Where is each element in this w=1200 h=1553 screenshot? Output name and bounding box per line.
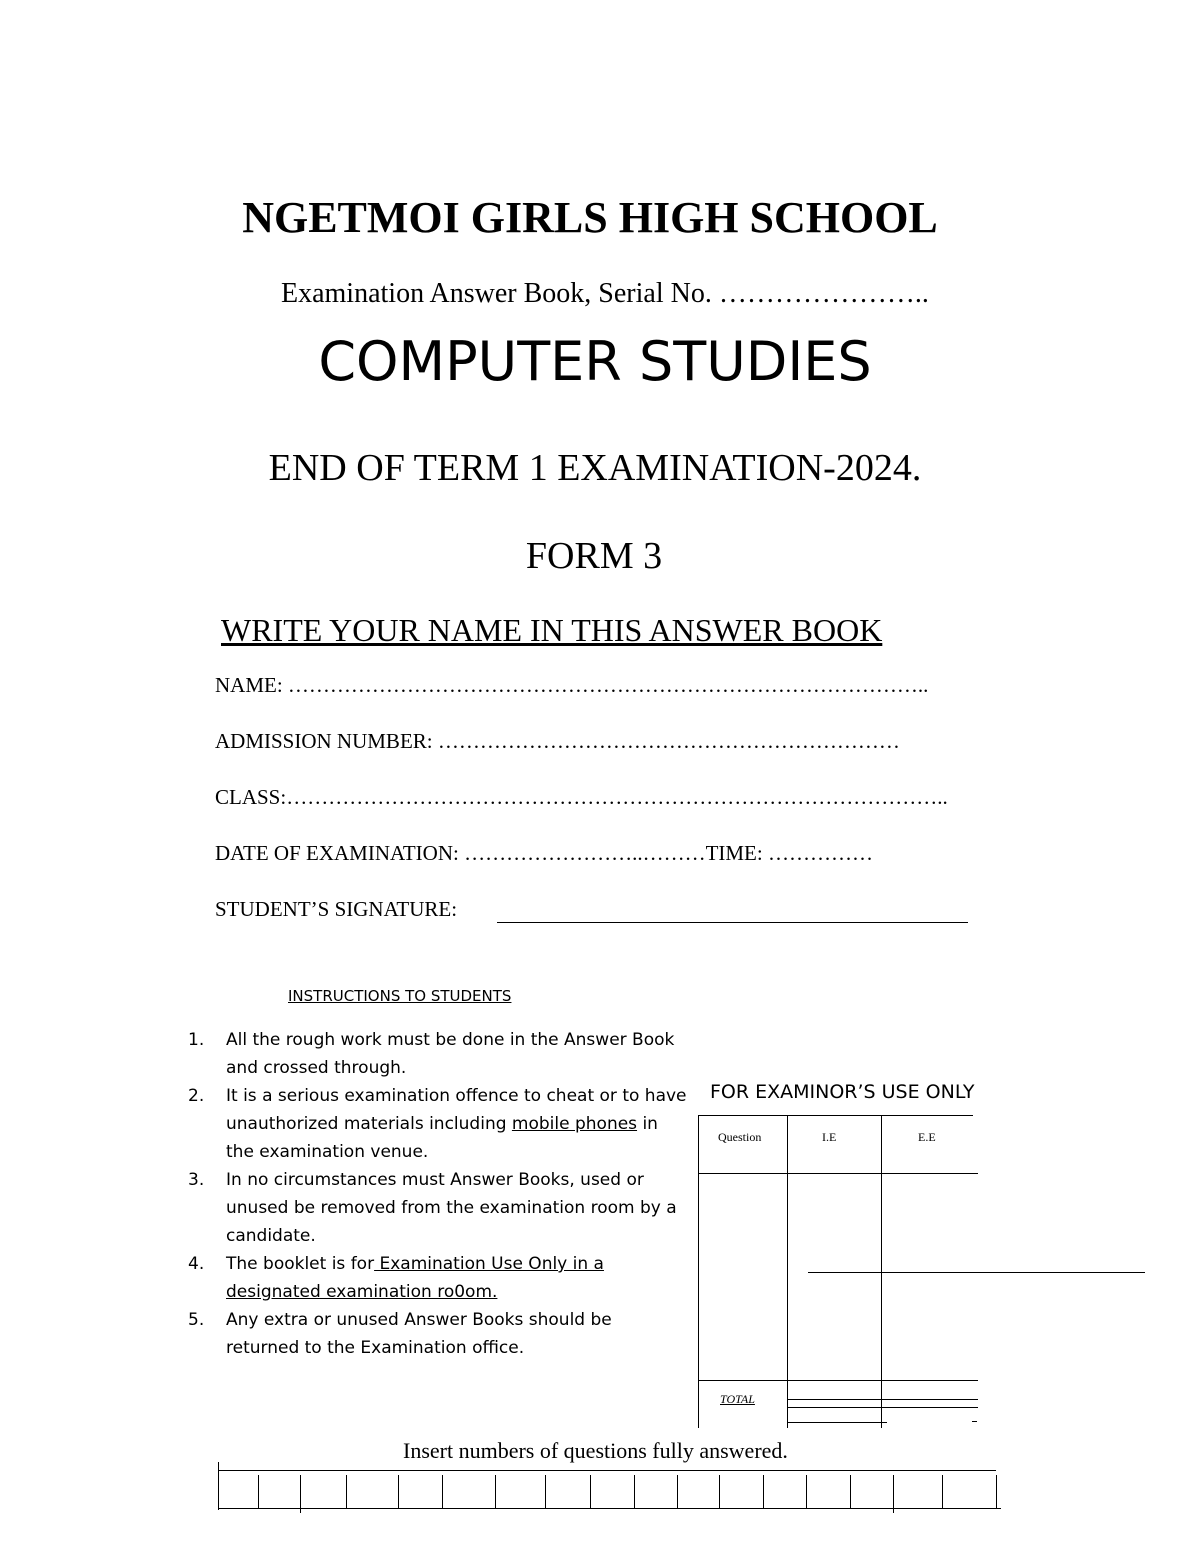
instruction-number: 3. <box>188 1170 205 1190</box>
table-rule <box>787 1422 887 1423</box>
instruction-text: in the examination venue. <box>226 1114 658 1162</box>
grid-rule <box>942 1475 943 1508</box>
grid-rule <box>545 1475 546 1508</box>
grid-rule <box>850 1475 851 1508</box>
table-rule <box>972 1421 977 1422</box>
instruction-number: 5. <box>188 1310 205 1330</box>
column-header-ee: E.E <box>918 1130 936 1144</box>
total-label: TOTAL <box>720 1392 755 1406</box>
instruction-text: All the rough work must be done in the Answer Book and crossed through. <box>226 1030 675 1078</box>
instruction-item <box>188 1250 688 1306</box>
exam-title: END OF TERM 1 EXAMINATION-2024. <box>268 447 922 489</box>
subject-title: COMPUTER STUDIES <box>318 330 872 393</box>
instruction-underlined-text: mobile phones <box>511 1114 638 1134</box>
instruction-text: It is a serious examination offence to cheat or to have unauthorized materials including <box>226 1086 687 1134</box>
table-rule <box>787 1399 978 1400</box>
instruction-item <box>188 1306 688 1362</box>
table-rule <box>698 1115 973 1116</box>
grid-rule <box>996 1475 997 1508</box>
admission-number-field[interactable]: ADMISSION NUMBER: ………………………………………………………… <box>215 729 900 753</box>
table-rule <box>698 1173 978 1174</box>
instruction-text: The booklet is for <box>226 1254 375 1274</box>
date-time-field[interactable]: DATE OF EXAMINATION: ……………………..………TIME: …………… <box>215 841 873 865</box>
instruction-number: 1. <box>188 1030 205 1050</box>
form-level: FORM 3 <box>525 535 663 577</box>
write-name-heading: WRITE YOUR NAME IN THIS ANSWER BOOK <box>221 612 883 648</box>
examiner-use-title: FOR EXAMINOR’S USE ONLY <box>710 1081 975 1103</box>
grid-rule <box>398 1475 399 1508</box>
instruction-item <box>188 1166 688 1250</box>
column-header-question: Question <box>718 1130 762 1144</box>
signature-line[interactable] <box>497 922 968 923</box>
grid-rule <box>893 1475 894 1513</box>
grid-rule <box>590 1475 591 1508</box>
table-rule <box>698 1380 978 1381</box>
school-name: NGETMOI GIRLS HIGH SCHOOL <box>242 193 938 242</box>
grid-rule <box>218 1470 996 1471</box>
table-rule <box>787 1115 788 1428</box>
grid-rule <box>495 1475 496 1508</box>
signature-label: STUDENT’S SIGNATURE: <box>215 897 458 921</box>
questions-answered-label: Insert numbers of questions fully answered. <box>403 1438 788 1463</box>
grid-rule <box>719 1475 720 1508</box>
instructions-title: INSTRUCTIONS TO STUDENTS <box>288 987 512 1005</box>
table-rule <box>808 1272 1145 1273</box>
grid-rule <box>218 1508 1001 1509</box>
grid-rule <box>634 1475 635 1508</box>
grid-rule <box>806 1475 807 1508</box>
grid-rule <box>763 1475 764 1508</box>
grid-rule <box>300 1475 301 1513</box>
name-field[interactable]: NAME: ……………………………………………………………………………….. <box>215 673 929 697</box>
instructions-list <box>188 1026 688 1362</box>
instruction-text: In no circumstances must Answer Books, used or unused be removed from the examination room by a candidate. <box>226 1170 677 1246</box>
instruction-text: Any extra or unused Answer Books should be returned to the Examination office. <box>226 1310 612 1358</box>
grid-rule <box>258 1475 259 1508</box>
instruction-item <box>188 1026 688 1082</box>
column-header-ie: I.E <box>822 1130 837 1144</box>
instruction-number: 2. <box>188 1086 205 1106</box>
grid-rule <box>218 1462 219 1510</box>
grid-rule <box>677 1475 678 1508</box>
table-rule <box>787 1407 978 1408</box>
grid-rule <box>346 1475 347 1508</box>
class-field[interactable]: CLASS:………………………………………………………………………………….. <box>215 785 948 809</box>
serial-number-label: Examination Answer Book, Serial No. ………………….. <box>281 278 929 309</box>
instruction-underlined-text: Examination Use Only in a designated examination ro0om. <box>226 1254 604 1302</box>
grid-rule <box>442 1475 443 1508</box>
table-rule <box>698 1115 699 1428</box>
instruction-item <box>188 1082 688 1166</box>
instruction-number: 4. <box>188 1254 205 1274</box>
